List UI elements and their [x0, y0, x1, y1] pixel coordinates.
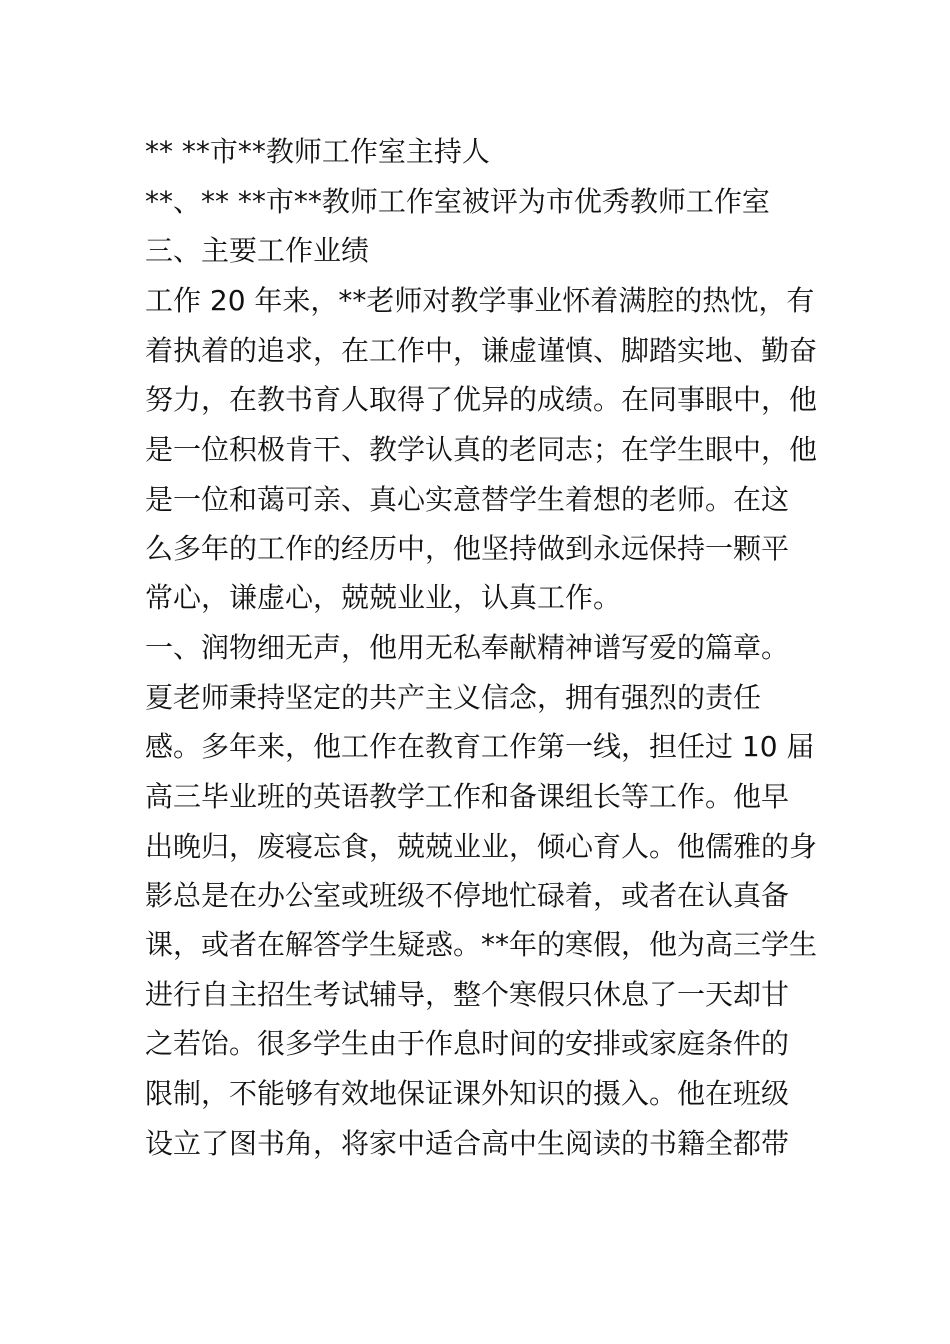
paragraph-line: 出晚归，废寝忘食，兢兢业业，倾心育人。他儒雅的身: [145, 830, 818, 863]
text-line: **、** **市**教师工作室被评为市优秀教师工作室: [145, 185, 770, 218]
paragraph-line: 限制，不能够有效地保证课外知识的摄入。他在班级: [145, 1077, 790, 1110]
text-line: ** **市**教师工作室主持人: [145, 135, 490, 168]
paragraph-line: 感。多年来，他工作在教育工作第一线，担任过 10 届: [145, 730, 815, 763]
section-heading: 三、主要工作业绩: [145, 234, 370, 267]
paragraph-line: 是一位和蔼可亲、真心实意替学生着想的老师。在这: [145, 483, 790, 516]
paragraph-line: 之若饴。很多学生由于作息时间的安排或家庭条件的: [145, 1027, 790, 1060]
paragraph-line: 影总是在办公室或班级不停地忙碌着，或者在认真备: [145, 879, 790, 912]
paragraph-line: 是一位积极肯干、教学认真的老同志；在学生眼中，他: [145, 433, 818, 466]
paragraph-line: 进行自主招生考试辅导，整个寒假只休息了一天却甘: [145, 978, 790, 1011]
paragraph-line: 高三毕业班的英语教学工作和备课组长等工作。他早: [145, 780, 790, 813]
paragraph-line: 工作 20 年来，**老师对教学事业怀着满腔的热忱，有: [145, 284, 815, 317]
paragraph-line: 努力，在教书育人取得了优异的成绩。在同事眼中，他: [145, 383, 818, 416]
paragraph-line: 常心，谦虚心，兢兢业业，认真工作。: [145, 581, 622, 614]
paragraph-line: 夏老师秉持坚定的共产主义信念，拥有强烈的责任: [145, 681, 762, 714]
paragraph-line: 课，或者在解答学生疑惑。**年的寒假，他为高三学生: [145, 928, 818, 961]
paragraph-line: 设立了图书角，将家中适合高中生阅读的书籍全都带: [145, 1127, 790, 1160]
subsection-heading: 一、润物细无声，他用无私奉献精神谱写爱的篇章。: [145, 631, 790, 664]
paragraph-line: 么多年的工作的经历中，他坚持做到永远保持一颗平: [145, 532, 790, 565]
paragraph-line: 着执着的追求，在工作中，谦虚谨慎、脚踏实地、勤奋: [145, 334, 818, 367]
